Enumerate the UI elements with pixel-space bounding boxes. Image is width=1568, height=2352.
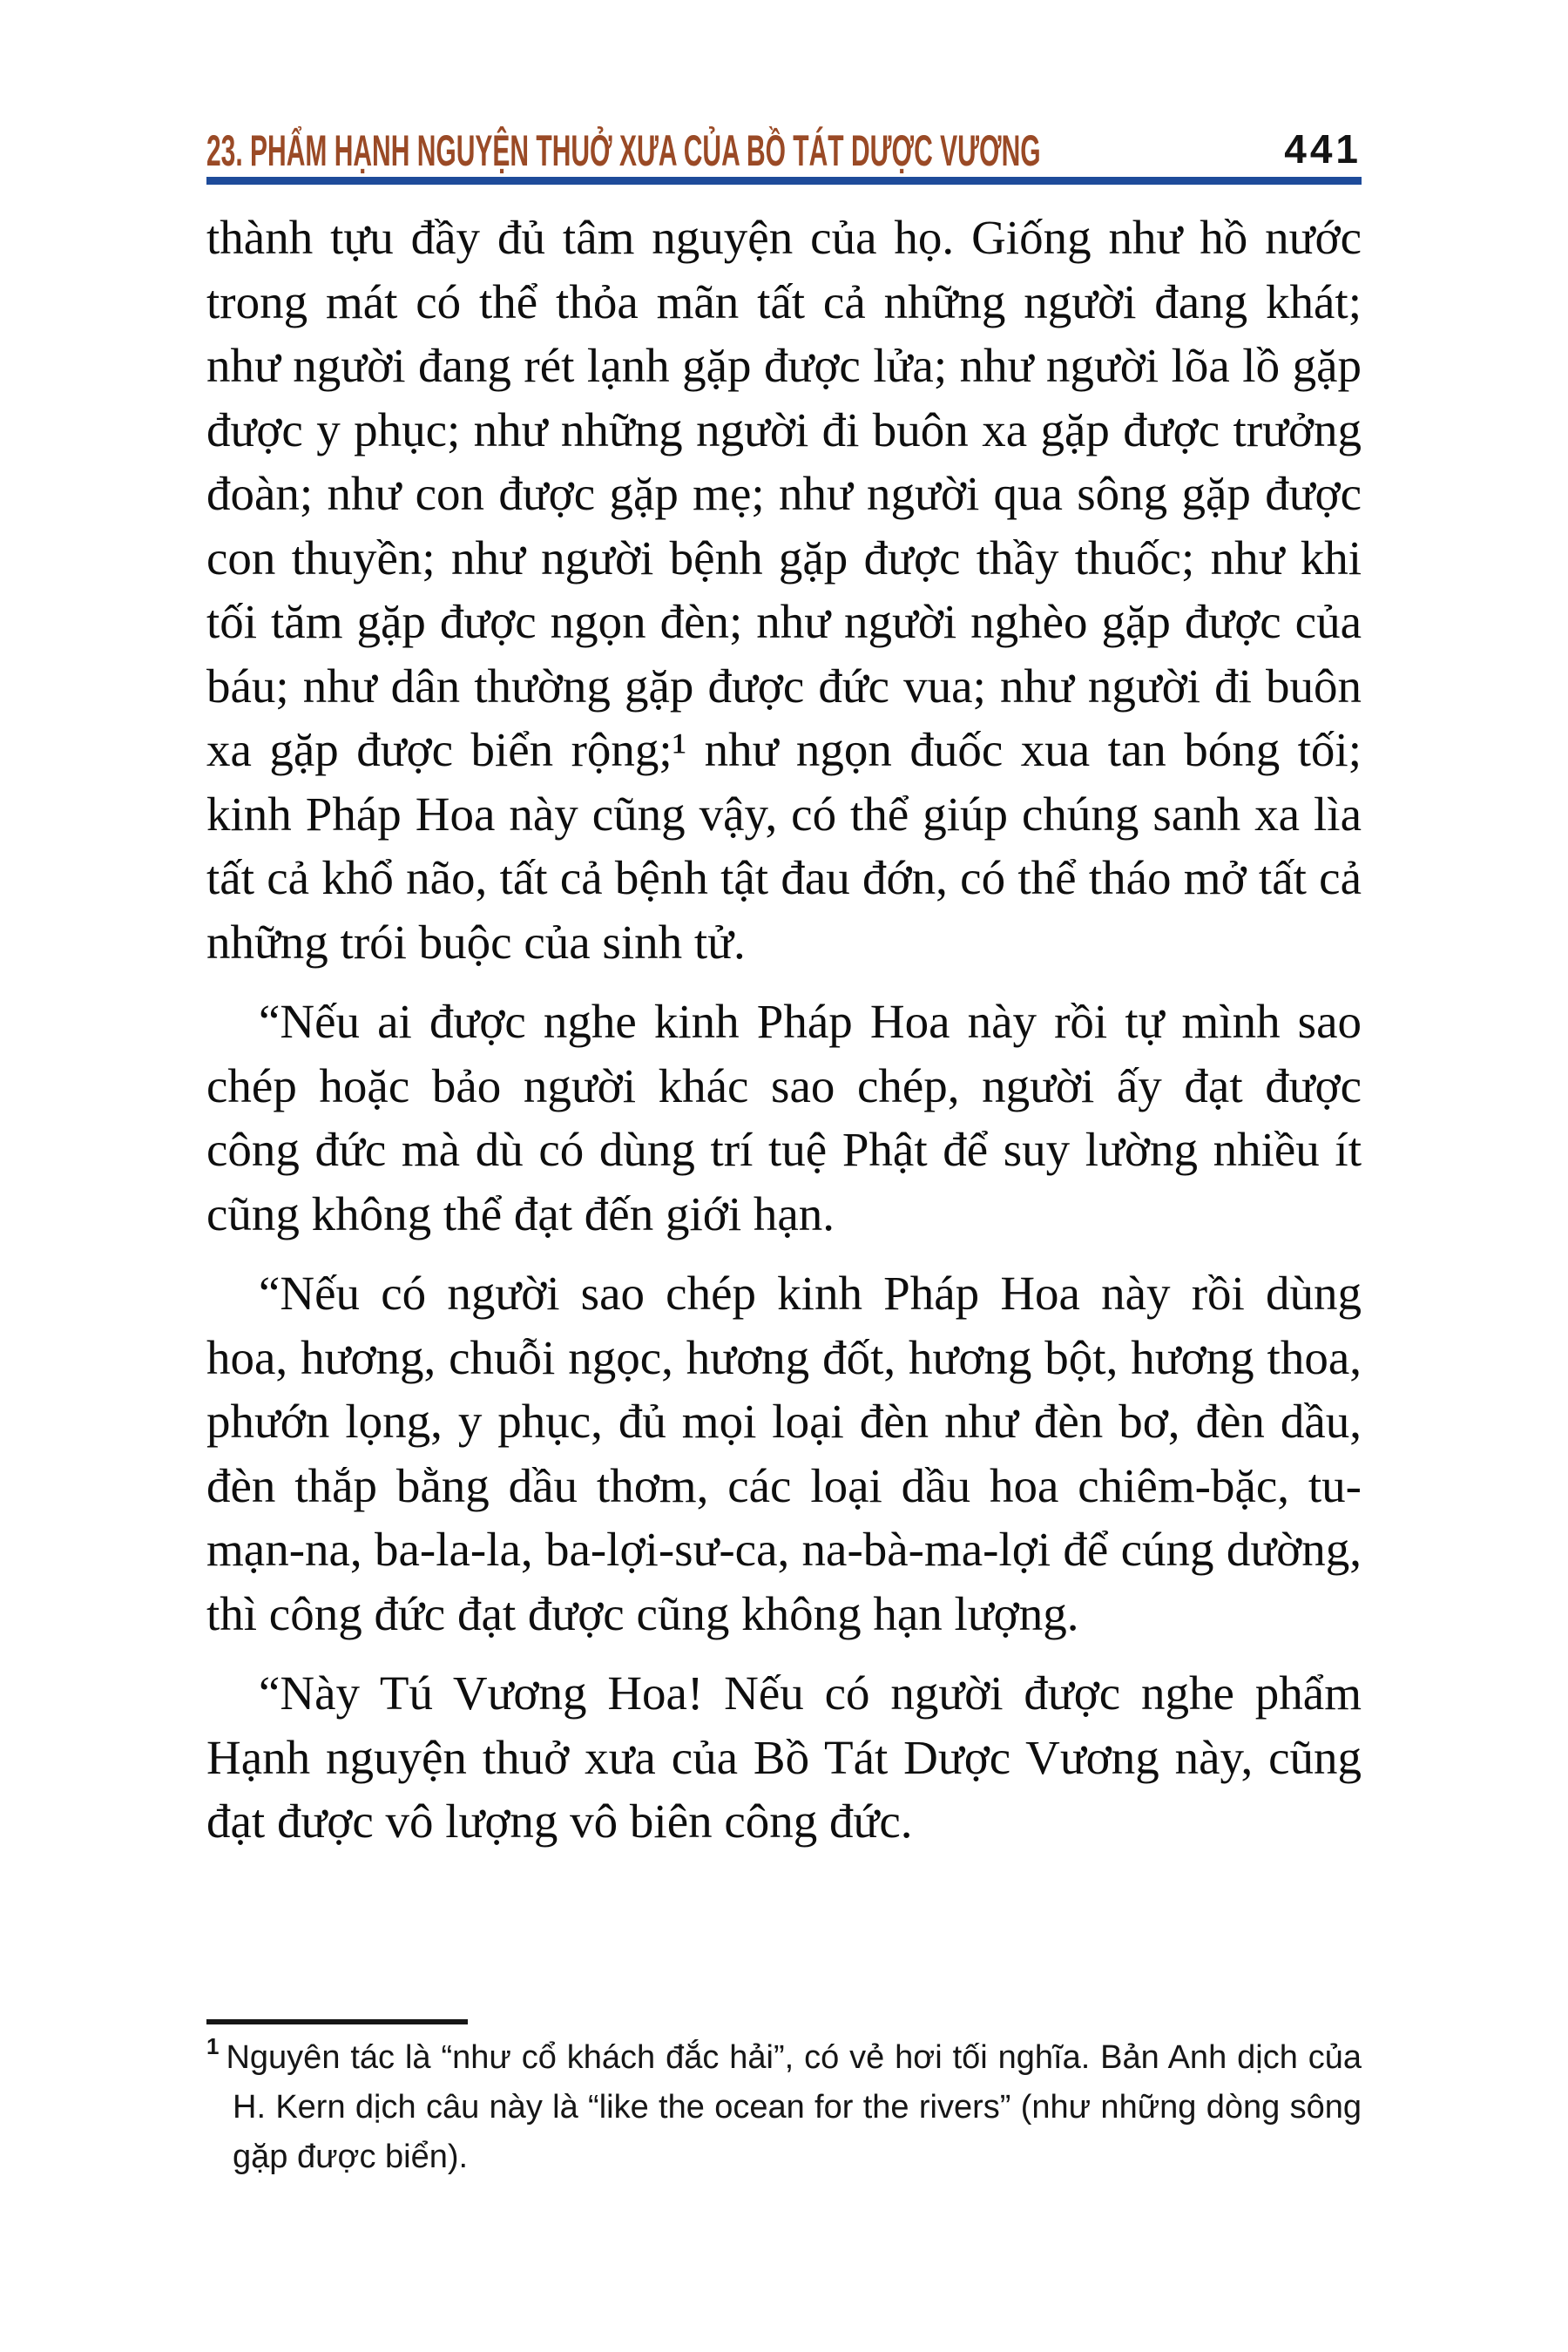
- footnote-marker: 1: [206, 2033, 220, 2059]
- body-text: [206, 206, 1362, 1854]
- footnote-entry: [206, 2033, 1362, 2182]
- footnote-separator: [206, 2019, 468, 2024]
- paragraph: thành tựu đầy đủ tâm nguyện của họ. Giống như hồ nước trong mát có thể thỏa mãn tất cả những người đang khát; như người đang rét lạnh gặp được lửa; như người lõa lồ gặp được y phục; như những người đi buôn xa gặp được trưởng đoàn; như con được gặp mẹ; như người qua sông gặp được con thuyền; như người bệnh gặp được thầy thuốc; như khi tối tăm gặp được ngọn đèn; như người nghèo gặp được của báu; như dân thường gặp được đức vua; như người đi buôn xa gặp được biển rộng;¹ như ngọn đuốc xua tan bóng tối; kinh Pháp Hoa này cũng vậy, có thể giúp chúng sanh xa lìa tất cả khổ não, tất cả bệnh tật đau đớn, có thể tháo mở tất cả những trói buộc của sinh tử.: [206, 211, 1362, 969]
- paragraph: “Nếu có người sao chép kinh Pháp Hoa này rồi dùng hoa, hương, chuỗi ngọc, hương đốt, hương bột, hương thoa, phướn lọng, y phục, đủ mọi loại đèn như đèn bơ, đèn dầu, đèn thắp bằng dầu thơm, các loại dầu hoa chiêm-bặc, tu-mạn-na, ba-la-la, ba-lợi-sư-ca, na-bà-ma-lợi để cúng dường, thì công đức đạt được cũng không hạn lượng.: [206, 1267, 1362, 1640]
- footnote-text: Nguyên tác là “như cổ khách đắc hải”, có vẻ hơi tối nghĩa. Bản Anh dịch của H. Kern dịch câu này là “like the ocean for the rivers” (như những dòng sông gặp được biển).: [226, 2039, 1362, 2175]
- footnote: [206, 2033, 1362, 2182]
- paragraph: “Nếu ai được nghe kinh Pháp Hoa này rồi tự mình sao chép hoặc bảo người khác sao chép, người ấy đạt được công đức mà dù có dùng trí tuệ Phật để suy lường nhiều ít cũng không thể đạt đến giới hạn.: [206, 995, 1362, 1240]
- paragraph: “Này Tú Vương Hoa! Nếu có người được nghe phẩm Hạnh nguyện thuở xưa của Bồ Tát Dược Vương này, cũng đạt được vô lượng vô biên công đức.: [206, 1666, 1362, 1848]
- page-number: 441: [1284, 126, 1362, 172]
- page-header: [206, 118, 1362, 175]
- header-rule: [206, 177, 1362, 185]
- chapter-title: 23. PHẨM HẠNH NGUYỆN THUỞ XƯA CỦA BỒ TÁT DƯỢC VƯƠNG: [206, 126, 1041, 175]
